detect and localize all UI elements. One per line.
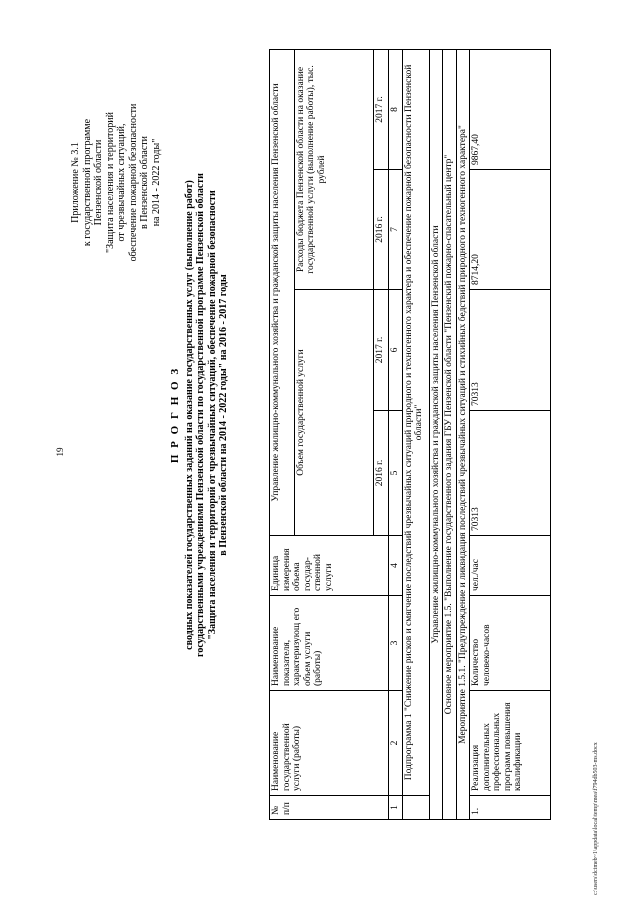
column-number-row	[389, 49, 403, 819]
forecast-table	[269, 49, 551, 820]
appendix-line: в Пензенской области	[139, 135, 150, 230]
column-number: 4	[389, 536, 403, 596]
column-number: 8	[389, 49, 403, 169]
subprogram-title: Подпрограмма 1 "Снижение рисков и смягчение последствий чрезвычайных ситуаций природного и техногенного характера и обеспечение пожарной безопасности Пензенской области"	[402, 49, 429, 795]
appendix-line: Пензенской области	[93, 139, 104, 226]
header-volume: Объем государственной услуги	[294, 290, 373, 536]
empty-cell	[402, 796, 429, 820]
title-heading: П Р О Г Н О З	[169, 366, 181, 464]
column-number: 3	[389, 596, 403, 691]
appendix-reference	[70, 50, 162, 315]
header-row	[270, 49, 295, 819]
title-line: "Защита населения и территорий от чрезвычайных ситуаций, обеспечение пожарной безопасности	[206, 190, 218, 640]
header-unit: Единица измерения объема государ- ственной услуги	[270, 536, 389, 596]
page-number: 19	[55, 447, 65, 457]
column-number: 6	[389, 290, 403, 411]
header-service-name: Наименование государственной услуги (работы)	[270, 691, 389, 796]
department-title: Управление жилищно-коммунального хозяйства и гражданской защиты населения Пензенской области	[429, 49, 443, 819]
row-num: 1.	[470, 796, 551, 820]
title-line: в Пензенской области на 2014 - 2022 годы" на 2016 - 2017 годы	[218, 274, 229, 556]
row-indicator: Количество человеко-часов	[470, 596, 551, 691]
header-volume-2017: 2017 г.	[374, 290, 389, 411]
main-event-row	[443, 49, 457, 819]
department-row	[429, 49, 443, 819]
row-volume-2017: 70313	[470, 290, 551, 411]
subprogram-row	[402, 49, 429, 819]
row-service: Реализация дополнительных профессиональных программ повышения квалификации	[470, 691, 551, 796]
header-agency: Управление жилищно-коммунального хозяйства и гражданской защиты населения Пензенской области	[270, 49, 295, 535]
appendix-line: на 2014 - 2022 годы"	[150, 138, 162, 227]
event-row	[456, 49, 470, 819]
header-num: № п/п	[270, 796, 389, 820]
appendix-line: от чрезвычайных ситуаций,	[116, 123, 127, 242]
header-expense-2016: 2016 г.	[374, 170, 389, 290]
main-event-title: Основное мероприятие 1.5. "Выполнение государственного задания ГБУ Пензенской области "Пензенский пожарно-спасательный центр"	[443, 49, 457, 819]
row-expense-2016: 8714,20	[470, 170, 551, 290]
row-expense-2017: 9867,40	[470, 49, 551, 169]
header-volume-2016: 2016 г.	[374, 411, 389, 536]
row-volume-2016: 70313	[470, 411, 551, 536]
header-indicator-name: Наименование показателя, характеризующ его объем услуги (работы)	[270, 596, 389, 691]
event-title: Мероприятие 1.5.1. "Предупреждение и ликвидация последствий чрезвычайных ситуаций и стихийных бедствий природного и техногенного характера"	[456, 49, 470, 819]
appendix-line: Приложение № 3.1	[70, 142, 81, 223]
document-title	[170, 95, 230, 735]
appendix-line: обеспечение пожарной безопасности	[127, 103, 139, 262]
row-unit: чел./час	[470, 536, 551, 596]
footer-file-path: c:\users\dcimeb~1\appdata\local\temp\mea\f794db503-ms.docx	[593, 742, 599, 895]
title-line: государственными учреждениями Пензенской области по государственной программе Пензенской области	[195, 173, 206, 657]
column-number: 7	[389, 170, 403, 290]
header-expenses: Расходы бюджета Пензенской области на оказание государственной услуги (выполнение работы), тыс. рублей	[294, 49, 373, 289]
title-line: сводных показателей государственных заданий на оказание государственных услуг (выполнение работ)	[183, 180, 195, 650]
header-expense-2017: 2017 г.	[374, 49, 389, 169]
column-number: 1	[389, 796, 403, 820]
appendix-line: "Защита населения и территорий	[104, 112, 116, 253]
column-number: 5	[389, 411, 403, 536]
column-number: 2	[389, 691, 403, 796]
rotated-document-body	[70, 35, 605, 835]
appendix-line: к государственной программе	[81, 118, 93, 247]
table-row	[470, 49, 551, 819]
